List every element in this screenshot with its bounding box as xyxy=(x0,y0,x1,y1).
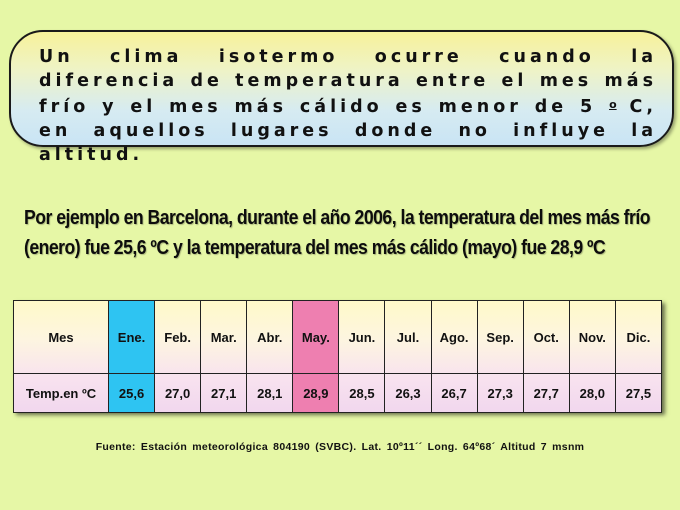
temperature-table xyxy=(13,300,662,412)
temperature-cell: 27,7 xyxy=(523,374,569,413)
temperature-row-label: Temp.en ºC xyxy=(14,374,109,413)
definition-part2: C, en aquellos lugares donde no influye la altitud. xyxy=(39,97,657,165)
month-cell: Feb. xyxy=(155,301,201,374)
temperature-cell: 27,1 xyxy=(201,374,247,413)
month-header-label: Mes xyxy=(14,301,109,374)
temperature-cell: 28,1 xyxy=(247,374,293,413)
temperature-cell: 28,5 xyxy=(339,374,385,413)
data-source-note: Fuente: Estación meteorológica 804190 (SVBC). Lat. 10º11´´ Long. 64º68´ Altitud 7 msnm xyxy=(95,441,585,453)
temperature-cell: 27,0 xyxy=(155,374,201,413)
temperature-cell: 26,7 xyxy=(431,374,477,413)
month-cell: Ago. xyxy=(431,301,477,374)
temperature-cell: 27,5 xyxy=(615,374,661,413)
temperature-cell: 26,3 xyxy=(385,374,431,413)
month-cell: Nov. xyxy=(569,301,615,374)
temperature-row xyxy=(14,374,662,413)
month-cell: Dic. xyxy=(615,301,661,374)
month-cell: Sep. xyxy=(477,301,523,374)
month-row xyxy=(14,301,662,374)
definition-part1: Un clima isotermo ocurre cuando la diferencia de temperatura entre el mes más frío y el mes más cálido es menor de 5 xyxy=(39,47,657,117)
month-cell: Jun. xyxy=(339,301,385,374)
month-cell: Jul. xyxy=(385,301,431,374)
temperature-cell: 25,6 xyxy=(109,374,155,413)
example-text: Por ejemplo en Barcelona, durante el año 2006, la temperatura del mes más frío (enero) fue 25,6 ºC y la temperatura del mes más cálido (mayo) fue 28,9 ºC xyxy=(24,206,651,259)
degree-symbol: o xyxy=(609,98,617,111)
temperature-cell: 27,3 xyxy=(477,374,523,413)
month-cell: Mar. xyxy=(201,301,247,374)
temperature-cell: 28,0 xyxy=(569,374,615,413)
month-cell: Oct. xyxy=(523,301,569,374)
month-cell: Ene. xyxy=(109,301,155,374)
temperature-cell: 28,9 xyxy=(293,374,339,413)
month-cell: Abr. xyxy=(247,301,293,374)
definition-text xyxy=(39,45,657,167)
definition-box xyxy=(9,30,674,165)
month-cell: May. xyxy=(293,301,339,374)
